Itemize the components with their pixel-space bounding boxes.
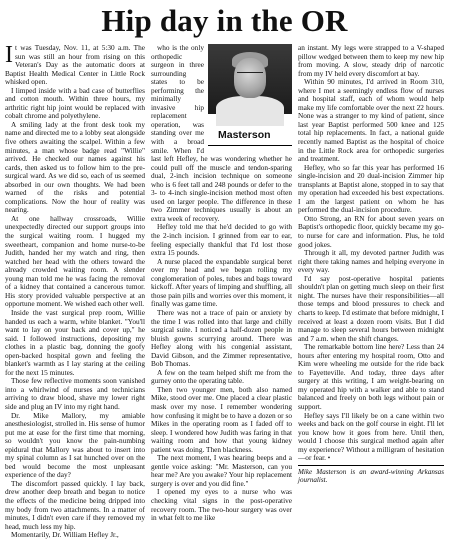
lead-paragraph bbox=[5, 44, 145, 87]
signature-divider bbox=[298, 465, 444, 466]
drop-cap: I bbox=[5, 42, 13, 68]
paragraph: Those few reflective moments soon vanished into a whirlwind of nurses and technicians arriving to draw blood, shave my lower right side and plug an IV into my right hand. bbox=[5, 376, 145, 411]
article-column-2 bbox=[151, 44, 292, 525]
paragraph: Otto Strong, an RN for about seven years on Baptist's orthopedic floor, quickly became my go-to nurse for care and information. Plus, he told good jokes. bbox=[298, 213, 444, 249]
paragraph: Hefley told me that he'd decided to go with the 2-inch incision. I grinned from ear to ear, feeling especially thankful that I'd lost those extra 15 pounds. bbox=[151, 222, 292, 258]
lead-text: t was Tuesday, Nov. 11, at 5:30 a.m. The sun was still an hour from rising on this Veteran's Day as the automatic doors at Baptist Health Medical Center in Little Rock whisked open. bbox=[5, 43, 145, 87]
byline: Masterson bbox=[218, 129, 271, 141]
paragraph: The discomfort passed quickly. I lay back, drew another deep breath and began to notice the effects of the medicine being dripped into my body from two attachments. In a matter of minutes, I didn't even care if they removed my head, much less my hip. bbox=[5, 478, 145, 531]
paragraph: Hefley, who so far this year has performed 16 single-incision and 20 dual-incision Zimmer hip transplants at Baptist alone, stopped in to say that my operation had exceeded his best expectations. I am the largest patient on whom he has performed the dual-incision procedure. bbox=[298, 162, 444, 215]
author-photo bbox=[208, 44, 292, 114]
paragraph-text: Hefley says I'll likely be on a cane within two weeks and back on the golf course in eight. I'll let you know how it goes from here. Until then, would I choose this surgical method again after my experience? Without a milligram of hesitation—or fear. bbox=[298, 410, 444, 463]
paragraph: who is the only orthopedic surgeon in three surrounding states to be performing the minimally invasive hip replacement operation, was standing over me with a broad smile. When I'd last left Hefley, he was wondering whether he could pull off the muscle and tendon-sparing dual, 2-inch incision technique on someone who is 6 feet tall and 248 pounds or defer to the 3- to 4-inch single-incision method most often used on larger people. The difference in these two Zimmer techniques usually is about an extra week of recovery. bbox=[151, 43, 292, 223]
paragraph: Inside the vast surgical prep room, Willie handed us each a warm, white blanket. "You'll want to lay on your back and cover up," he said. I followed instructions, depositing my clothes in a plastic bag, donning the goofy open-backed hospital gown and feeling the blanket's warmth as I lay staring at the ceiling for the next 15 minutes. bbox=[5, 307, 145, 377]
paragraph: The remarkable bottom line here? Less than 24 hours after entering my hospital room, Otto and Kim were wheeling me outside for the ride back to Fayetteville. And today, three days after surgery at this writing, I am weight-bearing on my operated hip with a walker and able to stand balanced and freely on both legs without pain or support. bbox=[298, 342, 444, 411]
paragraph: A smiling lady at the front desk took my name and directed me to a lobby seat alongside five others awaiting the scalpel. Within a few minutes, a man whose badge read "Willie" arrived. He checked our names against his cards, then asked us to follow him to the pre-surgical ward. As we did so, each of us seemed absorbed in our own thoughts. We had been warned of the risks and potential complications. Now the hour of reality was nearing. bbox=[5, 119, 145, 215]
paragraph: At one hallway crossroads, Willie unexpectedly directed our support groups into the surgical waiting room. I hugged my sweetheart, companion and home nurse-to-be Judith, handed her my watch and ring, then watched her head with the others toward the already crowded waiting room. A slender young man told me he was facing the removal of a kidney that contained a cancerous tumor. His story provided valuable perspective at an opportune moment. We wished each other well. bbox=[5, 213, 145, 309]
paragraph: I limped inside with a bad case of butterflies and cotton mouth. Within three hours, my arthritic right hip joint would be replaced with cobalt chrome and polyethylene. bbox=[5, 85, 145, 121]
paragraph bbox=[298, 412, 444, 463]
paragraph: Momentarily, Dr. William Hefley Jr., bbox=[11, 530, 119, 540]
author-tagline: Mike Masterson is an award-winning Arkansas journalist. bbox=[298, 467, 444, 485]
paragraph: There was not a trace of pain or anxiety by the time I was rolled into that large and chilly surgical suite. I noticed a half-dozen people in bluish gowns scurrying around. There was Hefley along with his congenial assistant, David Gibson, and the Zimmer representative, Bob Thomas. bbox=[151, 307, 292, 369]
paragraph: Dr. Mike Mallory, my amiable anesthesiologist, strolled in. His sense of humor put me at ease for the first time that morning, so wouldn't you know the pain-numbing epidural that Mallory was about to insert into my spinal column as I sat hunched over on the bed would become the most unpleasant experience of the day? bbox=[5, 410, 145, 480]
author-photo-block bbox=[208, 44, 292, 146]
paragraph: Through it all, my devoted partner Judith was right there taking names and helping everyone in every way. bbox=[298, 248, 444, 275]
headline: Hip day in the OR bbox=[101, 3, 348, 38]
paragraph: A few on the team helped shift me from the gurney onto the operating table. bbox=[151, 367, 292, 386]
paragraph: Then two younger men, both also named Mike, stood over me. One placed a clear plastic mask over my nose. I remember wondering how confusing it might be to have a dozen or so Mikes in the operating room as I faded off to sleep. I wondered how Judith was faring in that waiting room and how that young kidney patient was doing. Then blackness. bbox=[151, 384, 292, 454]
article-column-1 bbox=[5, 42, 145, 540]
paragraph: an instant. My legs were strapped to a V-shaped pillow wedged between them to keep my new hip from moving. A slow, steady drip of narcotic from my IV held every discomfort at bay. bbox=[298, 43, 444, 78]
end-mark: • bbox=[327, 454, 331, 463]
byline-divider bbox=[208, 145, 292, 146]
article-column-3 bbox=[298, 44, 444, 525]
paragraph: I opened my eyes to a nurse who was checking vital signs in the post-operative recovery room. The two-hour surgery was over in what felt to me like bbox=[151, 487, 292, 523]
paragraph: The next moment, I was hearing beeps and a gentle voice asking: "Mr. Masterson, can you hear me? Are you awake? Your hip replacement surgery is over and you did fine." bbox=[151, 453, 292, 488]
paragraph: I'd say post-operative hospital patients shouldn't plan on getting much sleep on their first night. The nurses have their responsibilities—all those temps and blood pressures to check and charts to keep. I'd estimate that before midnight, I received at least a dozen room visits. But I did manage to sleep several hours between midnight and 7 a.m. when the shift changes. bbox=[298, 273, 444, 343]
paragraph: A nurse placed the expandable surgical beret over my head and we began rolling my conglomeration of poles, tubes and bags toward kickoff. After years of limping and shuffling, all those pain pills and worries over this moment, it finally was game time. bbox=[151, 256, 292, 309]
paragraph: Within 90 minutes, I'd arrived in Room 310, where I met a seemingly endless flow of nurses and hospital staff, each of whom would help make my life comfortable over the next 22 hours. None was a stranger to my kind of patient, since last year Baptist performed 500 knee and 125 total hip replacements. In fact, a national guide recently named Baptist as the hospital of choice in the Little Rock area for orthopedic surgeries and treatment. bbox=[298, 77, 444, 164]
